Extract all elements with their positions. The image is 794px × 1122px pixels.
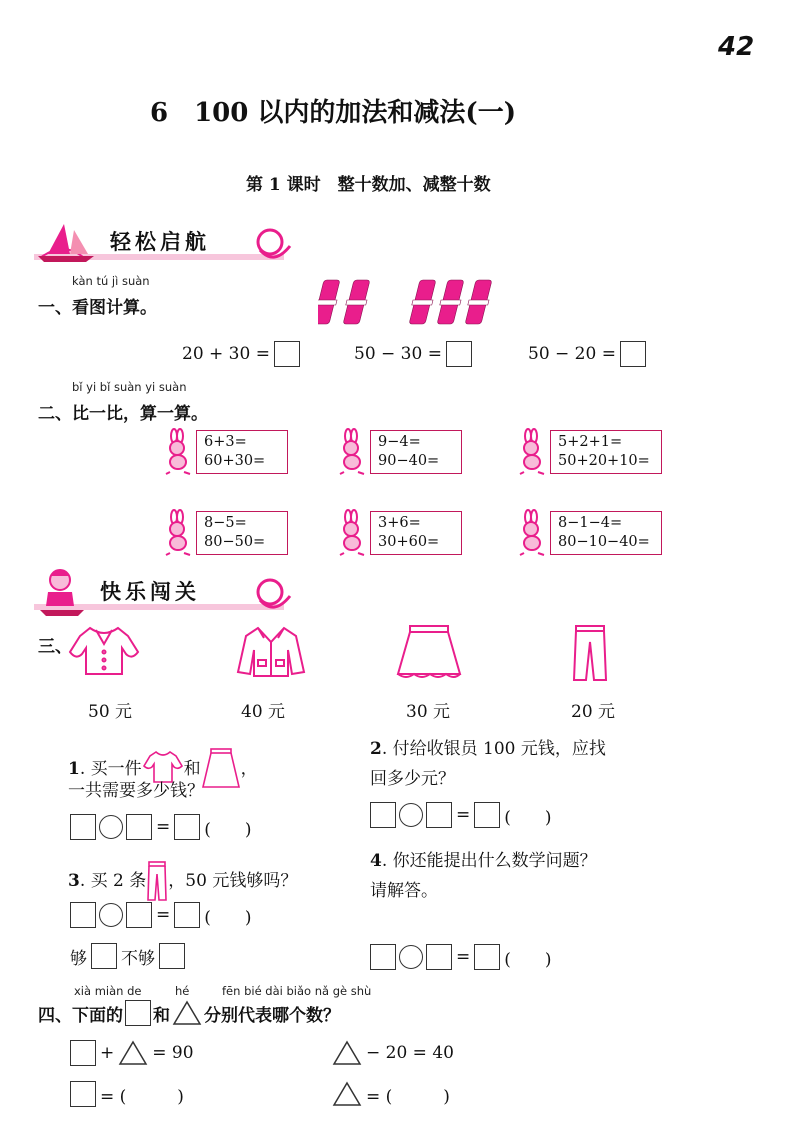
compare-card: 9−4= 90−40= bbox=[370, 430, 462, 474]
answer-box[interactable] bbox=[474, 802, 500, 828]
banner1-text: 轻松启航 bbox=[110, 230, 210, 254]
q2-pinyin: bǐ yi bǐ suàn yi suàn bbox=[72, 380, 187, 394]
q4-pinyin-a: xià miàn de bbox=[74, 984, 142, 998]
price-pants: 20 元 bbox=[571, 702, 616, 722]
q1-pinyin: kàn tú jì suàn bbox=[72, 274, 150, 288]
square-symbol bbox=[125, 1000, 151, 1026]
compare-card-4 bbox=[160, 509, 288, 557]
q4-answer-triangle: = ( ) bbox=[332, 1081, 450, 1107]
rabbit-icon bbox=[334, 428, 370, 476]
compare-card-5 bbox=[334, 509, 462, 557]
banner2-text: 快乐闯关 bbox=[100, 580, 200, 604]
answer-box[interactable] bbox=[370, 802, 396, 828]
operator-circle[interactable] bbox=[399, 945, 423, 969]
answer-box[interactable] bbox=[446, 341, 472, 367]
answer-box[interactable] bbox=[70, 1081, 96, 1107]
rabbit-icon bbox=[334, 509, 370, 557]
answer-box[interactable] bbox=[70, 814, 96, 840]
operator-circle[interactable] bbox=[99, 815, 123, 839]
pants-icon bbox=[570, 622, 610, 684]
price-skirt: 30 元 bbox=[406, 702, 451, 722]
blouse-icon bbox=[66, 622, 142, 682]
answer-box[interactable] bbox=[70, 1040, 96, 1066]
problem-4-line1: 4. 你还能提出什么数学问题？ bbox=[370, 851, 597, 871]
rabbit-icon bbox=[514, 428, 550, 476]
enough-choice: 够 不够 bbox=[70, 943, 185, 969]
q1-heading: 一、看图计算。 bbox=[38, 298, 157, 318]
compare-card: 8−1−4= 80−10−40= bbox=[550, 511, 662, 555]
answer-box[interactable] bbox=[474, 944, 500, 970]
compare-card-6 bbox=[514, 509, 662, 557]
problem-2-line1: 2. 付给收银员 100 元钱，应找 bbox=[370, 739, 606, 759]
compare-card-3 bbox=[514, 428, 662, 476]
triangle-icon bbox=[332, 1040, 362, 1066]
jacket-icon bbox=[234, 622, 308, 680]
compare-card: 8−5= 80−50= bbox=[196, 511, 288, 555]
q4-heading: 四、下面的 和 分别代表哪个数？ bbox=[38, 1000, 340, 1026]
triangle-icon bbox=[118, 1040, 148, 1066]
answer-box[interactable] bbox=[370, 944, 396, 970]
compare-card: 5+2+1= 50+20+10= bbox=[550, 430, 662, 474]
pants-small-icon bbox=[146, 860, 168, 902]
triangle-icon bbox=[172, 1000, 202, 1026]
answer-box[interactable] bbox=[620, 341, 646, 367]
q4-pinyin-c: fēn bié dài biǎo nǎ gè shù bbox=[222, 984, 372, 998]
answer-box[interactable] bbox=[126, 814, 152, 840]
q4-equation-1: + = 90 bbox=[70, 1040, 194, 1066]
price-jacket: 40 元 bbox=[241, 702, 286, 722]
skirt-small-icon bbox=[201, 745, 241, 793]
q4-answer-square: = ( ) bbox=[70, 1081, 184, 1107]
price-blouse: 50 元 bbox=[88, 702, 133, 722]
operator-circle[interactable] bbox=[399, 803, 423, 827]
answer-box[interactable] bbox=[126, 902, 152, 928]
answer-box[interactable] bbox=[70, 902, 96, 928]
triangle-icon bbox=[332, 1081, 362, 1107]
enough-box[interactable] bbox=[91, 943, 117, 969]
banner-easy-start bbox=[34, 220, 294, 270]
page-number: 42 bbox=[718, 32, 755, 62]
rabbit-icon bbox=[160, 428, 196, 476]
rabbit-icon bbox=[514, 509, 550, 557]
problem-4-line2: 请解答。 bbox=[370, 881, 438, 901]
answer-box[interactable] bbox=[274, 341, 300, 367]
answer-box[interactable] bbox=[174, 814, 200, 840]
skirt-icon bbox=[394, 622, 464, 684]
rabbit-icon bbox=[160, 509, 196, 557]
q3-label: 三、 bbox=[38, 637, 72, 657]
q2-heading: 二、比一比，算一算。 bbox=[38, 404, 208, 424]
problem-1-line1: 1 . 买一件 和 ， bbox=[68, 745, 258, 793]
q1-expr-1: 20 + 30 = bbox=[182, 341, 300, 367]
problem-3-line1: 3 . 买 2 条 ，50 元钱够吗？ bbox=[68, 860, 297, 902]
compare-card-2 bbox=[334, 428, 462, 476]
answer-box[interactable] bbox=[174, 902, 200, 928]
problem-1-equation: = ( ) bbox=[70, 814, 252, 840]
q1-expr-2: 50 − 30 = bbox=[354, 341, 472, 367]
compare-card-1 bbox=[160, 428, 288, 476]
compare-card: 3+6= 30+60= bbox=[370, 511, 462, 555]
problem-4-equation: = ( ) bbox=[370, 944, 552, 970]
problem-2-line2: 回多少元？ bbox=[370, 769, 455, 789]
operator-circle[interactable] bbox=[99, 903, 123, 927]
page-title: 6 100 以内的加法和减法(一) bbox=[150, 98, 517, 128]
banner-happy-challenge bbox=[34, 566, 294, 618]
problem-3-equation: = ( ) bbox=[70, 902, 252, 928]
stick-bundles-picture bbox=[318, 276, 518, 332]
problem-2-equation: = ( ) bbox=[370, 802, 552, 828]
compare-card: 6+3= 60+30= bbox=[196, 430, 288, 474]
answer-box[interactable] bbox=[426, 944, 452, 970]
not-enough-box[interactable] bbox=[159, 943, 185, 969]
answer-box[interactable] bbox=[426, 802, 452, 828]
q4-equation-2: − 20 = 40 bbox=[332, 1040, 454, 1066]
q1-expr-3: 50 − 20 = bbox=[528, 341, 646, 367]
q4-pinyin-b: hé bbox=[175, 984, 190, 998]
lesson-title: 第 1 课时 整十数加、减整十数 bbox=[246, 175, 491, 195]
problem-1-line2: 一共需要多少钱？ bbox=[68, 781, 204, 801]
